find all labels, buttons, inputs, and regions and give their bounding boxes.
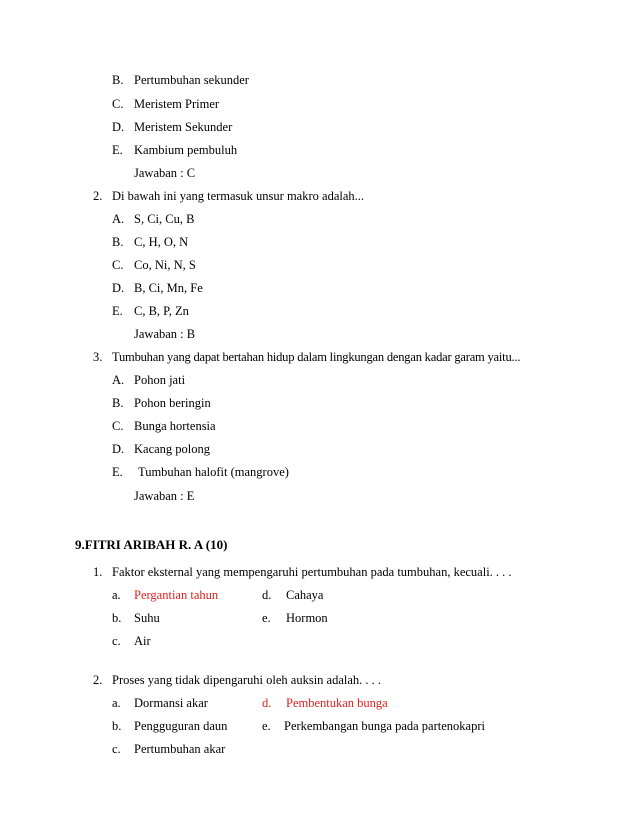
option-text-correct: Pergantian tahun <box>134 588 219 602</box>
question-text: Proses yang tidak dipengaruhi oleh auksin adalah. . . . <box>112 673 382 687</box>
answer-key: Jawaban : E <box>134 489 195 503</box>
option-letter: d. <box>262 588 272 602</box>
option-letter: D. <box>112 120 125 134</box>
option-text: Perkembangan bunga pada partenokapri <box>284 719 485 733</box>
option-letter: D. <box>112 442 125 456</box>
option-letter: C. <box>112 419 124 433</box>
question-text: Tumbuhan yang dapat bertahan hidup dalam lingkungan dengan kadar garam yaitu... <box>112 350 521 364</box>
answer-key: Jawaban : C <box>134 166 196 180</box>
option-letter: E. <box>112 304 123 318</box>
option-text: Tumbuhan halofit (mangrove) <box>138 465 289 479</box>
option-text: Suhu <box>134 611 160 625</box>
option-text: C, H, O, N <box>134 235 189 249</box>
option-text: Cahaya <box>286 588 324 602</box>
option-letter: B. <box>112 73 124 87</box>
option-text: Pengguguran daun <box>134 719 228 733</box>
option-text: B, Ci, Mn, Fe <box>134 281 203 295</box>
option-letter-correct: d. <box>262 696 272 710</box>
option-text: Meristem Primer <box>134 97 220 111</box>
option-letter: D. <box>112 281 125 295</box>
option-letter: a. <box>112 588 121 602</box>
option-text: Kambium pembuluh <box>134 143 238 157</box>
option-text: Air <box>134 634 151 648</box>
option-text: Dormansi akar <box>134 696 208 710</box>
answer-key: Jawaban : B <box>134 327 196 341</box>
question-text: Faktor eksternal yang mempengaruhi pertumbuhan pada tumbuhan, kecuali. . . . <box>112 565 512 579</box>
option-letter: B. <box>112 396 124 410</box>
option-text: Pohon beringin <box>134 396 211 410</box>
option-text: Meristem Sekunder <box>134 120 233 134</box>
option-letter: C. <box>112 258 124 272</box>
question-text: Di bawah ini yang termasuk unsur makro adalah... <box>112 189 365 203</box>
option-letter: c. <box>112 742 121 756</box>
option-letter: c. <box>112 634 121 648</box>
question-number: 3. <box>93 350 103 364</box>
option-letter: C. <box>112 97 124 111</box>
option-text: Hormon <box>286 611 328 625</box>
option-letter: e. <box>262 719 271 733</box>
question-number: 2. <box>93 673 103 687</box>
option-letter: b. <box>112 719 122 733</box>
option-letter: A. <box>112 373 125 387</box>
option-letter: E. <box>112 143 123 157</box>
option-text: Pohon jati <box>134 373 186 387</box>
option-text: Pertumbuhan sekunder <box>134 73 249 87</box>
option-letter: e. <box>262 611 271 625</box>
option-text: Bunga hortensia <box>134 419 216 433</box>
section-heading: 9.FITRI ARIBAH R. A (10) <box>75 537 228 552</box>
option-text: Co, Ni, N, S <box>134 258 196 272</box>
option-text: Pertumbuhan akar <box>134 742 226 756</box>
option-text-correct: Pembentukan bunga <box>286 696 388 710</box>
option-text: Kacang polong <box>134 442 211 456</box>
option-letter: a. <box>112 696 121 710</box>
option-letter: B. <box>112 235 124 249</box>
option-text: S, Ci, Cu, B <box>134 212 195 226</box>
option-letter: E. <box>112 465 123 479</box>
question-number: 2. <box>93 189 103 203</box>
question-number: 1. <box>93 565 103 579</box>
option-text: C, B, P, Zn <box>134 304 189 318</box>
option-letter: b. <box>112 611 122 625</box>
option-letter: A. <box>112 212 125 226</box>
